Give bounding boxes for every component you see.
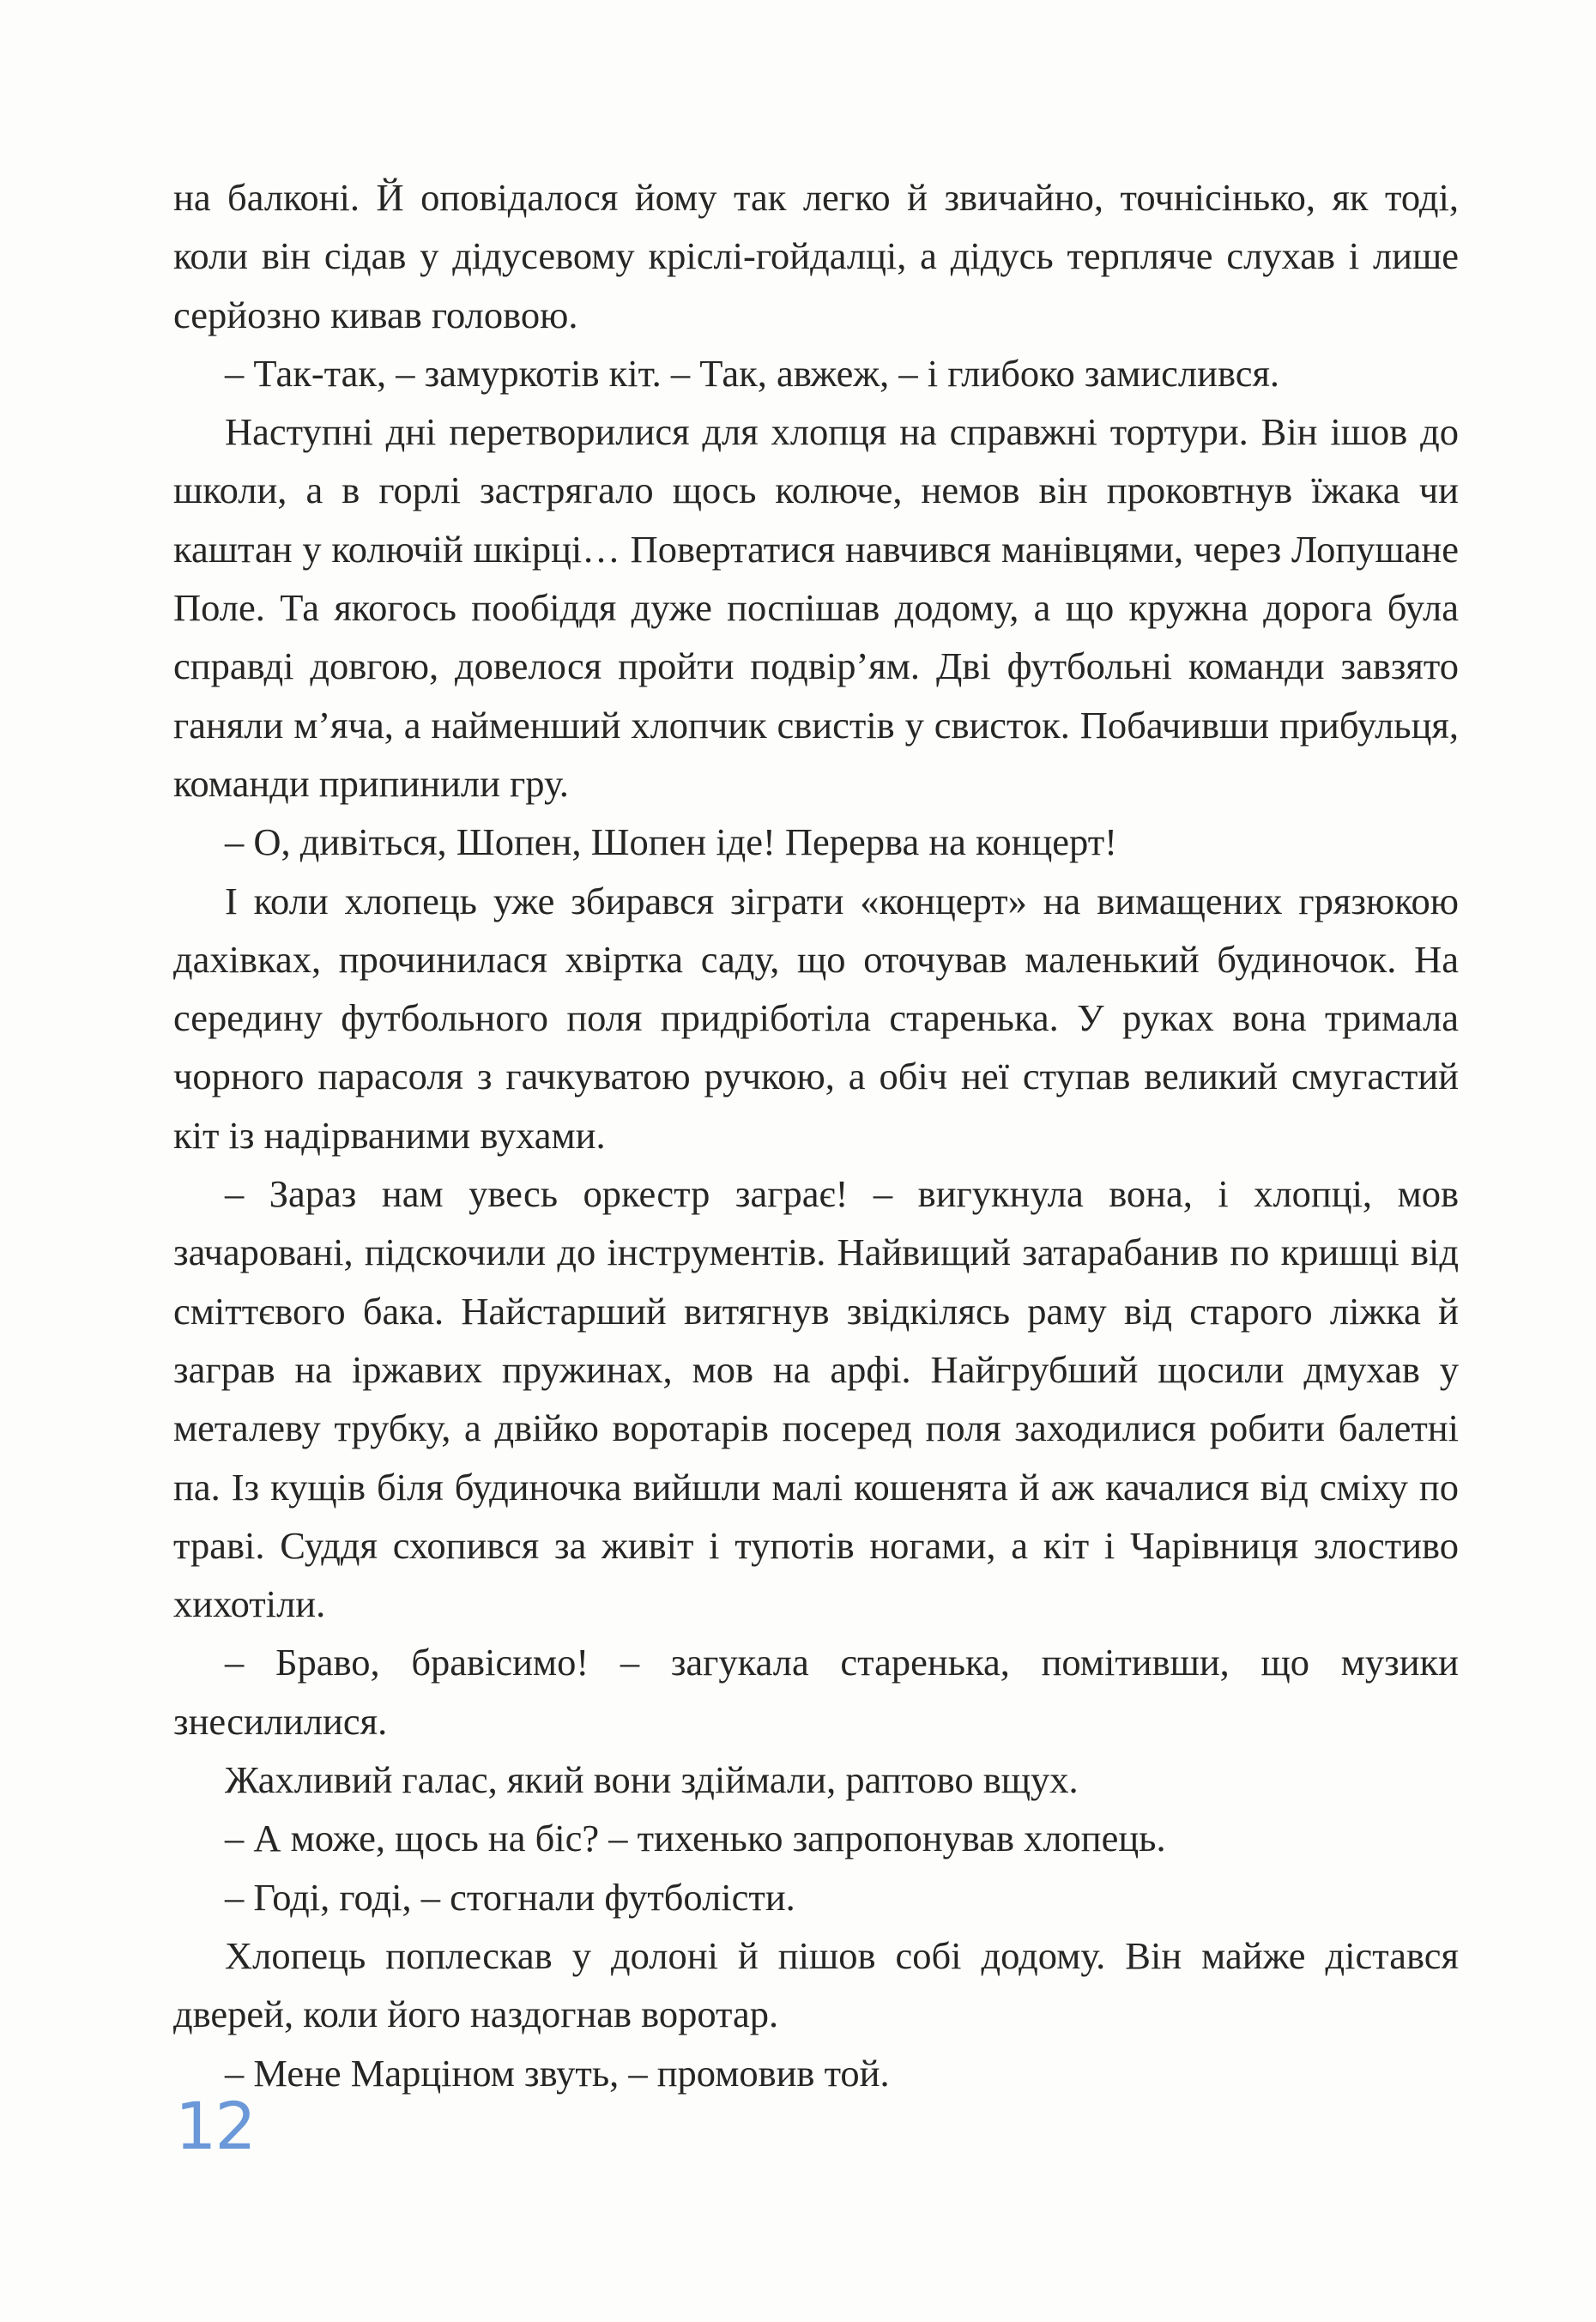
- paragraph: – Так-так, – замуркотів кіт. – Так, авжеж, – і глибоко замислився.: [225, 351, 1280, 395]
- paragraph: – Браво, бравісимо! – загукала старенька, помітивши, що музики знесилилися.: [173, 1641, 1459, 1743]
- paragraph: – А може, щось на біс? – тихенько запропонував хлопець.: [225, 1817, 1166, 1860]
- paragraph: Наступні дні перетворилися для хлопця на справжні тортури. Він ішов до школи, а в горлі застрягало щось колюче, немов він проковтнув їжака чи каштан у колючій шкірці… Повертатися навчився манівцями, через Лопушане Поле. Та якогось пообіддя дуже поспішав додому, а що кружна дорога була справді довгою, довелося пройти подвір’ям. Дві футбольні команди завзято ганяли м’яча, а найменший хлопчик свистів у свисток. Побачивши прибульця, команди припинили гру.: [173, 410, 1459, 805]
- paragraph: – Мене Марціном звуть, – промовив той.: [225, 2051, 890, 2095]
- paragraph: – О, дивіться, Шопен, Шопен іде! Перерва на концерт!: [225, 820, 1117, 864]
- paragraph: – Зараз нам увесь оркестр заграє! – вигукнула вона, і хлопці, мов зачаровані, підскочили до інструментів. Найвищий затарабанив по кришці від сміттєвого бака. Найстарший витягнув звідкілясь раму від старого ліжка й заграв на іржавих пружинах, мов на арфі. Найгрубший щосили дмухав у металеву трубку, а двійко воротарів посеред поля заходилися робити балетні па. Із кущів біля будиночка вийшли малі кошенята й аж качалися від сміху по траві. Суддя схопився за живіт і тупотів ногами, а кіт і Чарівниця злостиво хихотіли.: [173, 1172, 1459, 1626]
- paragraph: на балконі. Й оповідалося йому так легко й звичайно, точнісінько, як тоді, коли він сідав у дідусевому кріслі-гойдалці, а дідусь терпляче слухав і лише серйозно кивав головою.: [173, 176, 1459, 336]
- page-text: [173, 168, 1459, 2102]
- paragraph: Жахливий галас, який вони здіймали, раптово вщух.: [225, 1758, 1079, 1802]
- paragraph: – Годі, годі, – стогнали футболісти.: [225, 1875, 795, 1919]
- paragraph: Хлопець поплескав у долоні й пішов собі додому. Він майже дістався дверей, коли його наздогнав воротар.: [173, 1933, 1459, 2036]
- page-number: 12: [175, 2088, 255, 2164]
- paragraph: І коли хлопець уже збирався зіграти «концерт» на вимащених грязюкою дахівках, прочинилася хвіртка саду, що оточував маленький будиночок. На середину футбольного поля придріботіла старенька. У руках вона тримала чорного парасоля з гачкуватою ручкою, а обіч неї ступав великий смугастий кіт із надірваними вухами.: [173, 879, 1459, 1157]
